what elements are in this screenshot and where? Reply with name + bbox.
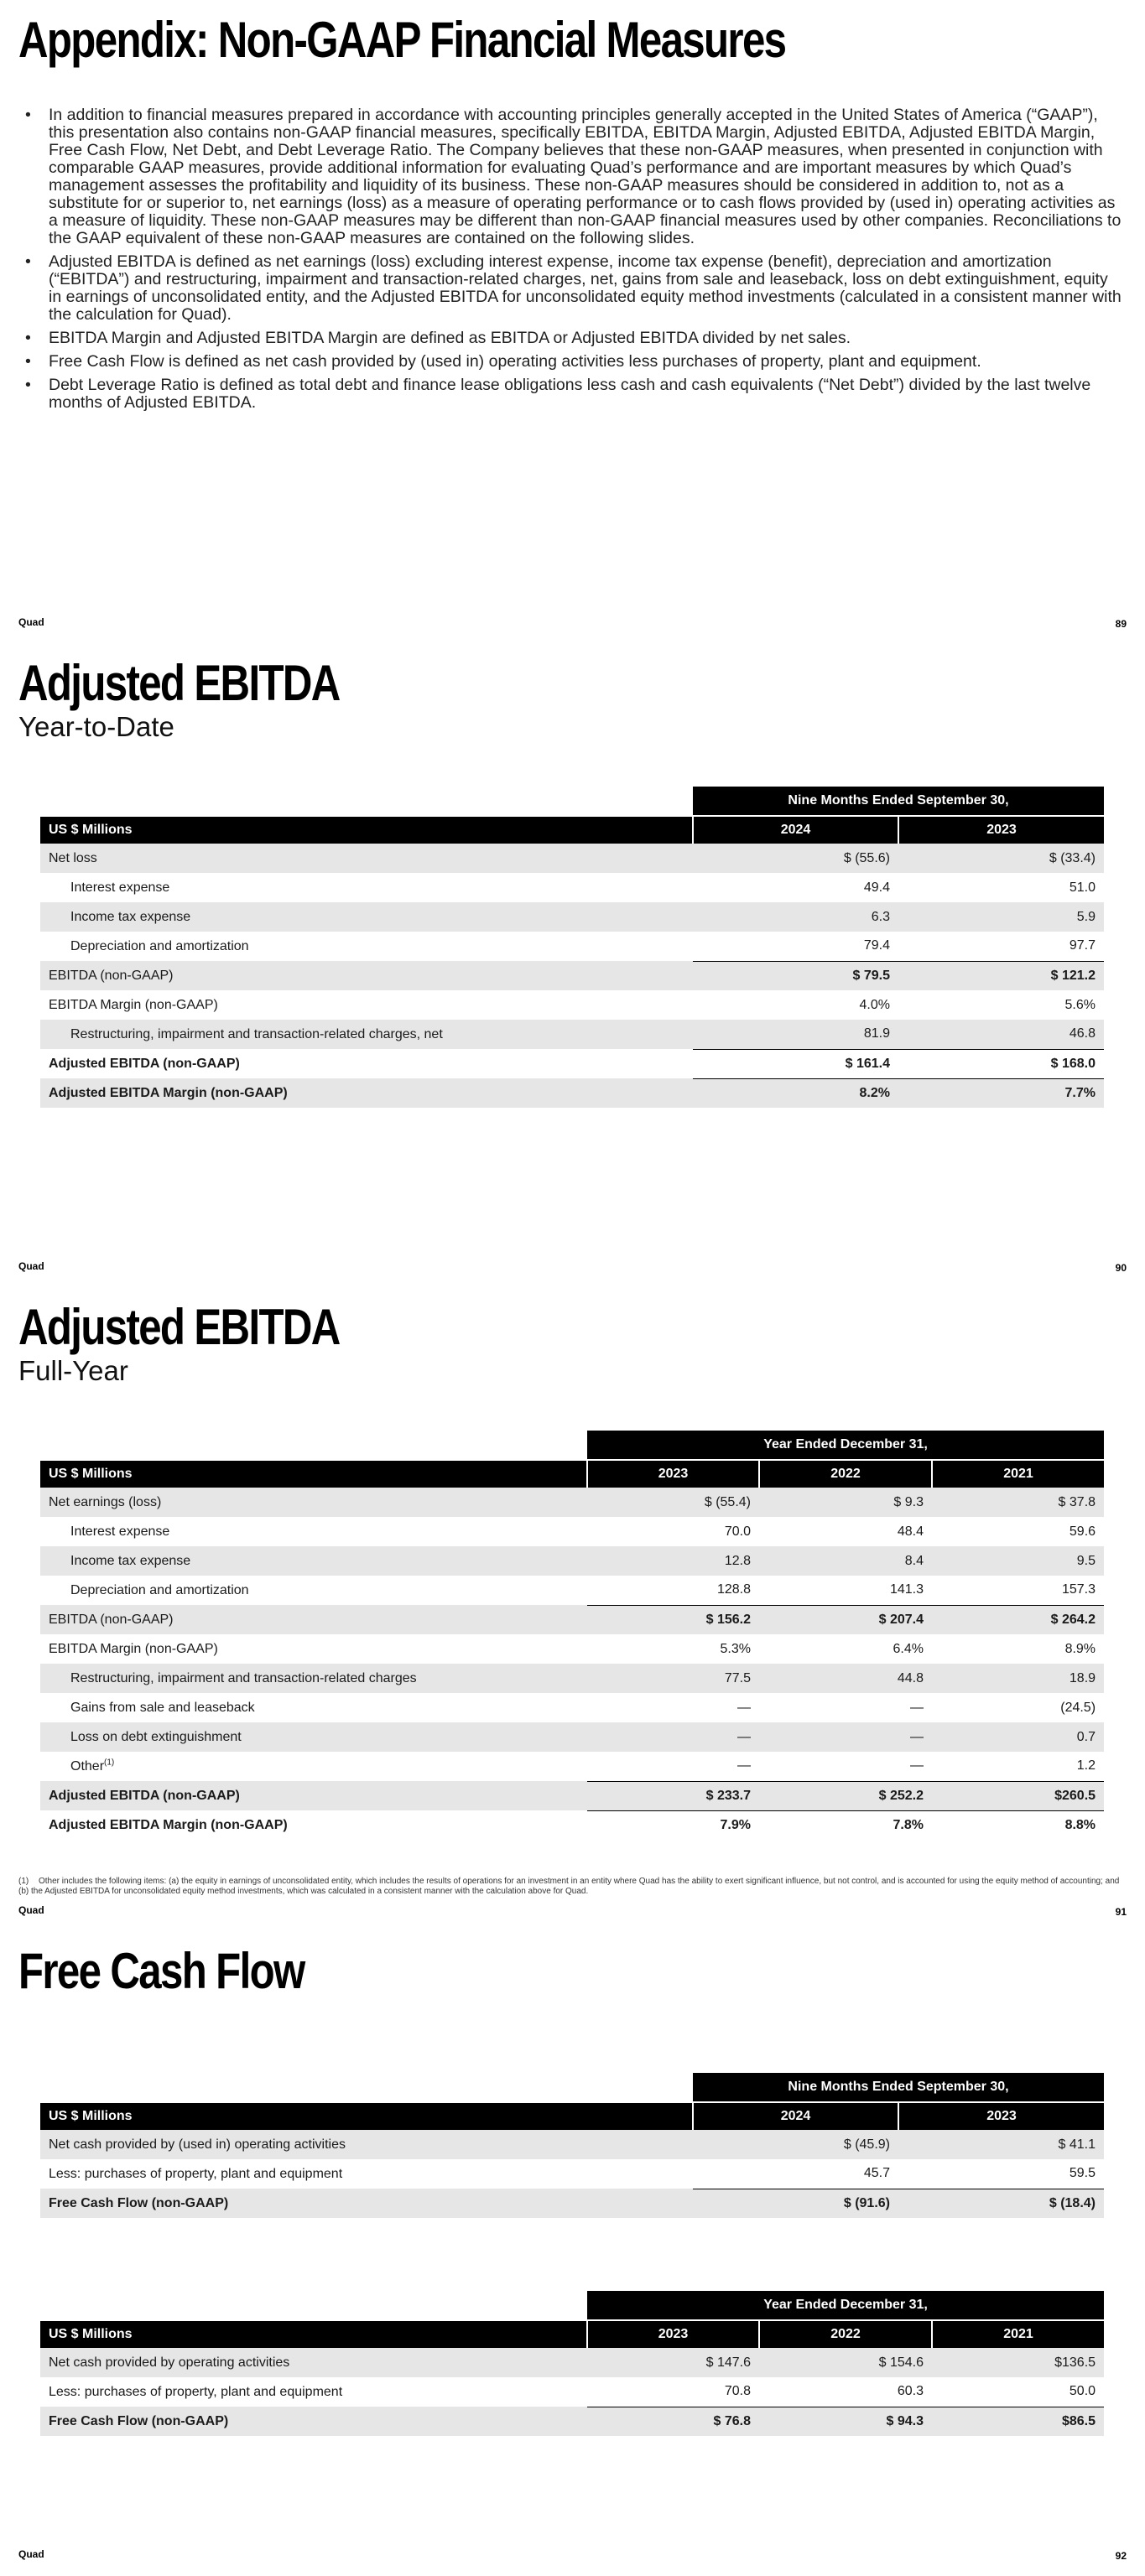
- row-label: Loss on debt extinguishment: [40, 1722, 587, 1752]
- cell-value: $ (18.4): [898, 2189, 1104, 2218]
- row-label: Depreciation and amortization: [70, 1582, 249, 1597]
- cell-value: —: [910, 1700, 924, 1715]
- cell-value: $ 161.4: [693, 1049, 898, 1078]
- cell-value: 79.4: [863, 938, 890, 953]
- cell-value: 8.2%: [693, 1078, 898, 1108]
- cell-value: $ 76.8: [587, 2407, 759, 2436]
- table-row: [40, 961, 1104, 990]
- list-item: • Debt Leverage Ratio is defined as total debt and finance lease obligations less cash and cash equivalents (“Net Debt”) divided by the last twelve months of Adjusted EBITDA.: [20, 377, 1124, 412]
- column-header: 2023: [898, 2102, 1104, 2130]
- row-label: EBITDA (non-GAAP): [40, 1605, 587, 1634]
- row-label: Interest expense: [70, 1524, 170, 1539]
- row-label: Gains from sale and leaseback: [70, 1700, 255, 1715]
- row-label: Free Cash Flow (non-GAAP): [40, 2189, 693, 2218]
- row-label: Other$^{(1)}$: [70, 1758, 115, 1774]
- table-row: [40, 2348, 1104, 2377]
- row-label: Net cash provided by operating activities: [40, 2348, 587, 2377]
- cell-value: (24.5): [1060, 1700, 1096, 1715]
- cell-value: 48.4: [897, 1524, 924, 1539]
- page-title: Free Cash Flow: [18, 1943, 304, 1999]
- group-header: Nine Months Ended September 30,: [693, 787, 1104, 816]
- table-row: [40, 1722, 1104, 1752]
- table-row: [40, 1517, 1104, 1546]
- list-item: • In addition to financial measures prepared in accordance with accounting principles generally accepted in the United States of America (“GAAP”), this presentation also contains non-GAAP financial measures, specifically EBITDA, EBITDA Margin, Adjusted EBITDA, Adjusted EBITDA Margin, Free Cash Flow, Net Debt, and Debt Leverage Ratio. The Company believes that these non-GAAP measures, when presented in conjunction with comparable GAAP measures, provide additional information for evaluating Quad’s performance and are important measures by which Quad’s management assesses the profitability and liquidity of its business. These non-GAAP measures should be considered in addition to, not as a substitute for or superior to, net earnings (loss) as a measure of operating performance or to cash flows provided by (used in) operating activities as a measure of liquidity. These non-GAAP measures may be different than non-GAAP financial measures used by other companies. Reconciliations to the GAAP equivalent of these non-GAAP measures are contained on the following slides.: [20, 106, 1124, 247]
- cell-value: $ 41.1: [898, 2130, 1104, 2159]
- page-number: 90: [1115, 1262, 1127, 1274]
- cell-value: 49.4: [863, 880, 890, 895]
- cell-value: $ 207.4: [759, 1605, 932, 1634]
- cell-value: 70.0: [724, 1524, 751, 1539]
- cell-value: 1.2: [1076, 1758, 1096, 1774]
- row-label: Net cash provided by (used in) operating activities: [40, 2130, 693, 2159]
- slide-92: [0, 1932, 1145, 2576]
- table-row: [40, 1576, 1104, 1605]
- cell-value: 8.4: [759, 1546, 932, 1576]
- cell-value: $ 156.2: [587, 1605, 759, 1634]
- table-row: [40, 1078, 1104, 1108]
- page-title: Adjusted EBITDA: [18, 1299, 340, 1355]
- cell-value: —: [910, 1758, 924, 1774]
- cell-value: 46.8: [898, 1020, 1104, 1049]
- cell-value: 0.7: [932, 1722, 1104, 1752]
- brand-footer: Quad: [18, 2548, 44, 2560]
- row-label: EBITDA Margin (non-GAAP): [49, 1641, 218, 1656]
- cell-value: 8.8%: [1064, 1817, 1096, 1832]
- cell-value: 18.9: [932, 1664, 1104, 1693]
- slide-89: [0, 0, 1145, 644]
- cell-value: 6.3: [693, 902, 898, 932]
- cell-value: $ (45.9): [693, 2130, 898, 2159]
- slide-90: [0, 644, 1145, 1288]
- table-row: [40, 1693, 1104, 1722]
- cell-value: 77.5: [587, 1664, 759, 1693]
- cell-value: $ (33.4): [898, 844, 1104, 873]
- table-row: [40, 1664, 1104, 1693]
- cell-value: $ 154.6: [759, 2348, 932, 2377]
- group-header: Nine Months Ended September 30,: [693, 2073, 1104, 2102]
- cell-value: $ 264.2: [932, 1605, 1104, 1634]
- table-row: [40, 1781, 1104, 1810]
- cell-value: $136.5: [932, 2348, 1104, 2377]
- table-row: [40, 2189, 1104, 2218]
- cell-value: 97.7: [1069, 938, 1096, 953]
- group-header: Year Ended December 31,: [587, 1431, 1104, 1460]
- cell-value: 8.9%: [1064, 1641, 1096, 1656]
- row-label: Depreciation and amortization: [70, 938, 249, 953]
- row-label: Free Cash Flow (non-GAAP): [40, 2407, 587, 2436]
- cell-value: 12.8: [587, 1546, 759, 1576]
- label-header: US $ Millions: [40, 816, 693, 844]
- table-row: [40, 844, 1104, 873]
- row-label: Adjusted EBITDA Margin (non-GAAP): [40, 1078, 693, 1108]
- table-row: [40, 1752, 1104, 1781]
- cell-value: $ 168.0: [898, 1049, 1104, 1078]
- cell-value: 4.0%: [859, 997, 890, 1012]
- cell-value: 59.6: [1069, 1524, 1096, 1539]
- slide-91: [0, 1288, 1145, 1932]
- row-label: Less: purchases of property, plant and equipment: [49, 2166, 343, 2181]
- row-label: Net loss: [40, 844, 693, 873]
- cell-value: —: [737, 1758, 751, 1774]
- table-row: [40, 873, 1104, 902]
- table-row: [40, 1488, 1104, 1517]
- cell-value: $ (55.4): [587, 1488, 759, 1517]
- cell-value: 70.8: [724, 2384, 751, 2399]
- row-label: Income tax expense: [40, 1546, 587, 1576]
- row-label: Adjusted EBITDA (non-GAAP): [49, 1056, 240, 1071]
- page-subtitle: Year-to-Date: [18, 711, 174, 742]
- table-row: [40, 932, 1104, 961]
- column-header: 2022: [759, 2320, 932, 2348]
- cell-value: 81.9: [693, 1020, 898, 1049]
- cell-value: 7.9%: [720, 1817, 751, 1832]
- table-row: [40, 2407, 1104, 2436]
- row-label: EBITDA (non-GAAP): [40, 961, 693, 990]
- brand-footer: Quad: [18, 1904, 44, 1916]
- table-row: [40, 1546, 1104, 1576]
- table-row: [40, 1605, 1104, 1634]
- cell-value: 5.9: [898, 902, 1104, 932]
- cell-value: $ 94.3: [759, 2407, 932, 2436]
- table-row: [40, 1634, 1104, 1664]
- cell-value: 51.0: [1069, 880, 1096, 895]
- list-item: • Free Cash Flow is defined as net cash provided by (used in) operating activities less purchases of property, plant and equipment.: [20, 353, 1124, 371]
- fcf-ytd-table: [40, 2073, 1104, 2218]
- group-header: Year Ended December 31,: [587, 2291, 1104, 2320]
- cell-value: $ (55.6): [693, 844, 898, 873]
- row-label: Income tax expense: [40, 902, 693, 932]
- cell-value: $ 233.7: [587, 1781, 759, 1810]
- cell-value: 141.3: [889, 1582, 924, 1597]
- column-header: 2024: [693, 2102, 898, 2130]
- cell-value: 7.8%: [893, 1817, 924, 1832]
- cell-value: —: [587, 1722, 759, 1752]
- cell-value: 157.3: [1061, 1582, 1096, 1597]
- cell-value: 45.7: [863, 2166, 890, 2181]
- cell-value: 44.8: [759, 1664, 932, 1693]
- cell-value: 7.7%: [898, 1078, 1104, 1108]
- column-header: 2022: [759, 1460, 932, 1488]
- table-row: [40, 2377, 1104, 2407]
- cell-value: $ 79.5: [693, 961, 898, 990]
- brand-footer: Quad: [18, 616, 44, 628]
- label-header: US $ Millions: [40, 2320, 587, 2348]
- cell-value: —: [737, 1700, 751, 1715]
- page-subtitle: Full-Year: [18, 1355, 128, 1386]
- cell-value: $ 37.8: [932, 1488, 1104, 1517]
- table-row: [40, 2159, 1104, 2189]
- cell-value: $ 147.6: [587, 2348, 759, 2377]
- footnote-ref: (1): [104, 1758, 115, 1768]
- cell-value: 128.8: [716, 1582, 751, 1597]
- cell-value: $ 121.2: [898, 961, 1104, 990]
- cell-value: $260.5: [932, 1781, 1104, 1810]
- cell-value: 5.3%: [720, 1641, 751, 1656]
- cell-value: $ 252.2: [759, 1781, 932, 1810]
- page-number: 92: [1115, 2550, 1127, 2562]
- page-title: Adjusted EBITDA: [18, 655, 340, 711]
- page-title: Appendix: Non-GAAP Financial Measures: [18, 12, 786, 68]
- row-label: Restructuring, impairment and transaction-related charges, net: [40, 1020, 693, 1049]
- column-header: 2023: [587, 1460, 759, 1488]
- cell-value: 60.3: [897, 2384, 924, 2399]
- table-row: [40, 1049, 1104, 1078]
- fcf-fy-table: [40, 2291, 1104, 2436]
- cell-value: $86.5: [932, 2407, 1104, 2436]
- cell-value: 5.6%: [1064, 997, 1096, 1012]
- table-row: [40, 1810, 1104, 1840]
- row-label: Restructuring, impairment and transaction-related charges: [40, 1664, 587, 1693]
- row-label: Net earnings (loss): [40, 1488, 587, 1517]
- column-header: 2023: [898, 816, 1104, 844]
- cell-value: 6.4%: [893, 1641, 924, 1656]
- row-label: EBITDA Margin (non-GAAP): [49, 997, 218, 1012]
- column-header: 2021: [932, 1460, 1104, 1488]
- page-number: 89: [1115, 618, 1127, 630]
- column-header: 2024: [693, 816, 898, 844]
- column-header: 2023: [587, 2320, 759, 2348]
- cell-value: —: [759, 1722, 932, 1752]
- bullet-list: [20, 106, 1124, 418]
- footnote: (1) Other includes the following items: (a) the equity in earnings of unconsolidated entity, which includes the results of operations for an investment in an entity where Quad has the ability to exert significant influence, but not control, and is accounted for using the equity method of accounting; and (b) the Adjusted EBITDA for unconsolidated equity method investments, which was calculated in a consistent manner with the calculation above for Quad.: [18, 1877, 1120, 1896]
- fy-ebitda-table: [40, 1431, 1104, 1840]
- ytd-ebitda-table: [40, 787, 1104, 1108]
- row-label: Interest expense: [70, 880, 170, 895]
- label-header: US $ Millions: [40, 1460, 587, 1488]
- cell-value: $ 9.3: [759, 1488, 932, 1517]
- row-label: Less: purchases of property, plant and equipment: [49, 2384, 343, 2399]
- row-label: Adjusted EBITDA (non-GAAP): [40, 1781, 587, 1810]
- cell-value: 50.0: [1069, 2384, 1096, 2399]
- cell-value: 59.5: [1069, 2166, 1096, 2181]
- list-item: • EBITDA Margin and Adjusted EBITDA Margin are defined as EBITDA or Adjusted EBITDA divided by net sales.: [20, 330, 1124, 347]
- label-header: US $ Millions: [40, 2102, 693, 2130]
- list-item: • Adjusted EBITDA is defined as net earnings (loss) excluding interest expense, income tax expense (benefit), depreciation and amortization (“EBITDA”) and restructuring, impairment and transaction-related charges, net, gains from sale and leaseback, loss on debt extinguishment, equity in earnings of unconsolidated entity, and the Adjusted EBITDA for unconsolidated equity method investments (calculated in a consistent manner with the calculation for Quad).: [20, 253, 1124, 324]
- cell-value: 9.5: [932, 1546, 1104, 1576]
- table-row: [40, 902, 1104, 932]
- brand-footer: Quad: [18, 1260, 44, 1272]
- row-label: Adjusted EBITDA Margin (non-GAAP): [49, 1817, 288, 1832]
- column-header: 2021: [932, 2320, 1104, 2348]
- table-row: [40, 1020, 1104, 1049]
- page-number: 91: [1115, 1906, 1127, 1918]
- table-row: [40, 2130, 1104, 2159]
- cell-value: $ (91.6): [693, 2189, 898, 2218]
- table-row: [40, 990, 1104, 1020]
